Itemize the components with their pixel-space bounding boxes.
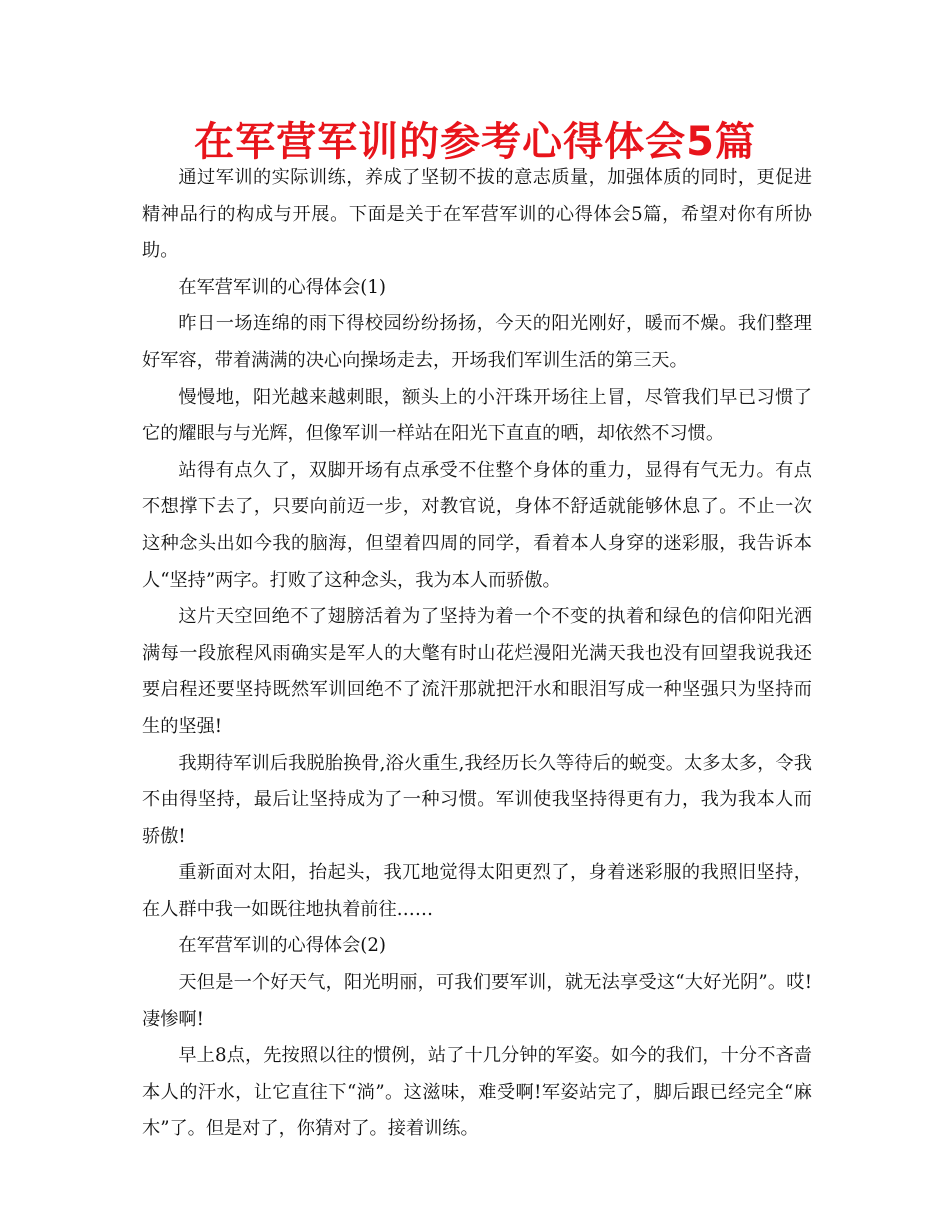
body-paragraph: 这片天空回绝不了翅膀活着为了坚持为着一个不变的执着和绿色的信仰阳光洒满每一段旅程风雨确实是军人的大氅有时山花烂漫阳光满天我也没有回望我说我还要启程还要坚持既然军训回绝不了流汗那就把汗水和眼泪写成一种坚强只为坚持而生的坚强! — [142, 606, 812, 737]
body-paragraph: 昨日一场连绵的雨下得校园纷纷扬扬，今天的阳光刚好，暖而不燥。我们整理好军容，带着满满的决心向操场走去，开场我们军训生活的第三天。 — [142, 313, 812, 371]
body-paragraph: 我期待军训后我脱胎换骨,浴火重生,我经历长久等待后的蜕变。太多太多，令我不由得坚持，最后让坚持成为了一种习惯。军训使我坚持得更有力，我为我本人而骄傲! — [142, 752, 812, 847]
intro-paragraph: 通过军训的实际训练，养成了坚韧不拔的意志质量，加强体质的同时，更促进精神品行的构成与开展。下面是关于在军营军训的心得体会5篇，希望对你有所协助。 — [142, 167, 812, 262]
section-heading-1: 在军营军训的心得体会(1) — [178, 276, 387, 298]
body-paragraph: 天但是一个好天气，阳光明丽，可我们要军训，就无法享受这“大好光阴”。哎!凄惨啊! — [142, 972, 812, 1030]
document-title: 在军营军训的参考心得体会5篇 — [194, 119, 756, 165]
body-paragraph: 站得有点久了，双脚开场有点承受不住整个身体的重力，显得有气无力。有点不想撑下去了，只要向前迈一步，对教官说，身体不舒适就能够休息了。不止一次这种念头出如今我的脑海，但望着四周的同学，看着本人身穿的迷彩服，我告诉本人“坚持”两字。打败了这种念头，我为本人而骄傲。 — [142, 459, 812, 591]
document-body — [142, 160, 812, 1148]
body-paragraph: 重新面对太阳，抬起头，我兀地觉得太阳更烈了，身着迷彩服的我照旧坚持，在人群中我一如既往地执着前往…… — [142, 862, 812, 920]
section-heading-2: 在军营军训的心得体会(2) — [178, 935, 387, 957]
body-paragraph: 慢慢地，阳光越来越刺眼，额头上的小汗珠开场往上冒，尽管我们早已习惯了它的耀眼与与光辉，但像军训一样站在阳光下直直的晒，却依然不习惯。 — [142, 386, 812, 445]
body-paragraph: 早上8点，先按照以往的惯例，站了十几分钟的军姿。如今的我们，十分不吝啬本人的汗水，让它直往下“淌”。这滋味，难受啊!军姿站完了，脚后跟已经完全“麻木”了。但是对了，你猜对了。接着训练。 — [142, 1045, 812, 1140]
